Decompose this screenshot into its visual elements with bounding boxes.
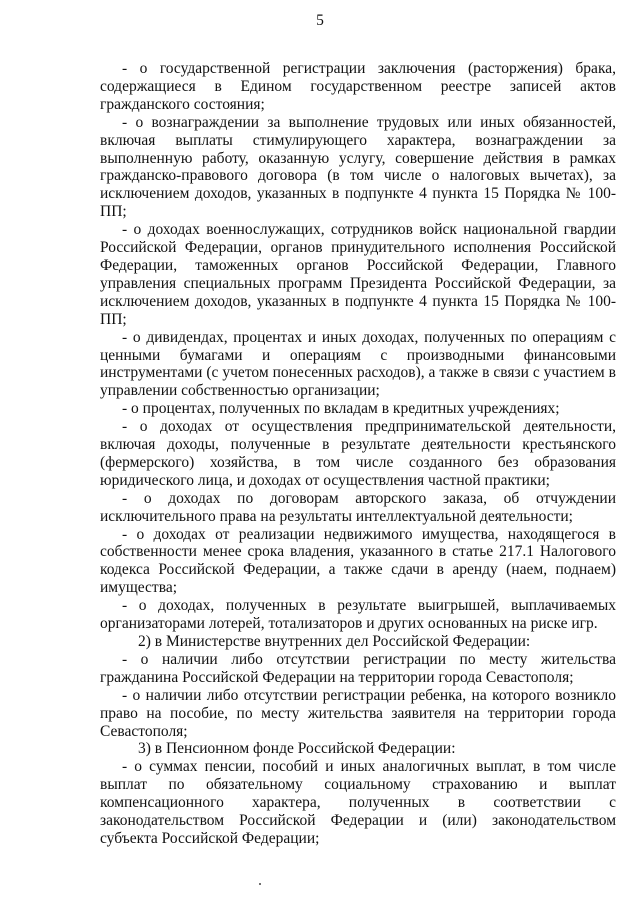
list-item-deposit-interest: - о процентах, полученных по вкладам в кредитных учреждениях;	[122, 400, 560, 418]
scan-speck	[259, 883, 261, 885]
list-item-pension-amounts: - о суммах пенсии, пособий и иных аналогичных выплат, в том числе выплат по обязательному социальному страхованию и выплат компенсационного характера, полученных в соответствии с законодательством Российской Федерации и (или) законодательством субъекта Российской Федерации;	[100, 758, 616, 847]
list-item-real-estate-income: - о доходах от реализации недвижимого имущества, находящегося в собственности менее срока владения, указанного в статье 217.1 Налогового кодекса Российской Федерации, а также сдачи в аренду (наем, поднаем) имущества;	[100, 525, 616, 597]
list-item-lottery-winnings: - о доходах, полученных в результате выигрышей, выплачиваемых организаторами лотерей, тотализаторов и других основанных на риске игр.	[100, 597, 616, 633]
section-heading-interior-ministry: 2) в Министерстве внутренних дел Российской Федерации:	[138, 633, 531, 650]
page-number: 5	[316, 12, 324, 29]
list-item-child-registration: - о наличии либо отсутствии регистрации ребенка, на которого возникло право на пособие, по месту жительства заявителя на территории города Севастополя;	[100, 686, 616, 740]
document-body	[100, 60, 616, 848]
list-item-author-contracts: - о доходах по договорам авторского заказа, об отчуждении исключительного права на результаты интеллектуальной деятельности;	[100, 489, 616, 525]
list-item-military-income: - о доходах военнослужащих, сотрудников войск национальной гвардии Российской Федерации, органов принудительного исполнения Российской Федерации, таможенных органов Российской Федерации, Главного управления специальных программ Президента Российской Федерации, за исключением доходов, указанных в подпункте 4 пункта 15 Порядка № 100-ПП;	[100, 221, 616, 328]
list-item-dividends: - о дивидендах, процентах и иных доходах, полученных по операциям с ценными бумагами и операциям с производными финансовыми инструментами (с учетом понесенных расходов), а также в связи с участием в управлении собственностью организации;	[100, 328, 616, 400]
list-item-marriage-registration: - о государственной регистрации заключения (расторжения) брака, содержащиеся в Едином государственном реестре записей актов гражданского состояния;	[100, 60, 616, 113]
list-item-citizen-registration: - о наличии либо отсутствии регистрации по месту жительства гражданина Российской Федерации на территории города Севастополя;	[100, 650, 616, 686]
list-item-labor-remuneration: - о вознаграждении за выполнение трудовых или иных обязанностей, включая выплаты стимулирующего характера, вознаграждении за выполненную работу, оказанную услугу, совершение действия в рамках гражданско-правового договора (в том числе о налоговых вычетах), за исключением доходов, указанных в подпункте 4 пункта 15 Порядка № 100-ПП;	[100, 113, 616, 221]
section-heading-pension-fund: 3) в Пенсионном фонде Российской Федерации:	[138, 740, 456, 758]
list-item-business-income: - о доходах от осуществления предпринимательской деятельности, включая доходы, полученные в результате деятельности крестьянского (фермерского) хозяйства, в том числе созданного без образования юридического лица, и доходах от осуществления частной практики;	[100, 418, 616, 489]
